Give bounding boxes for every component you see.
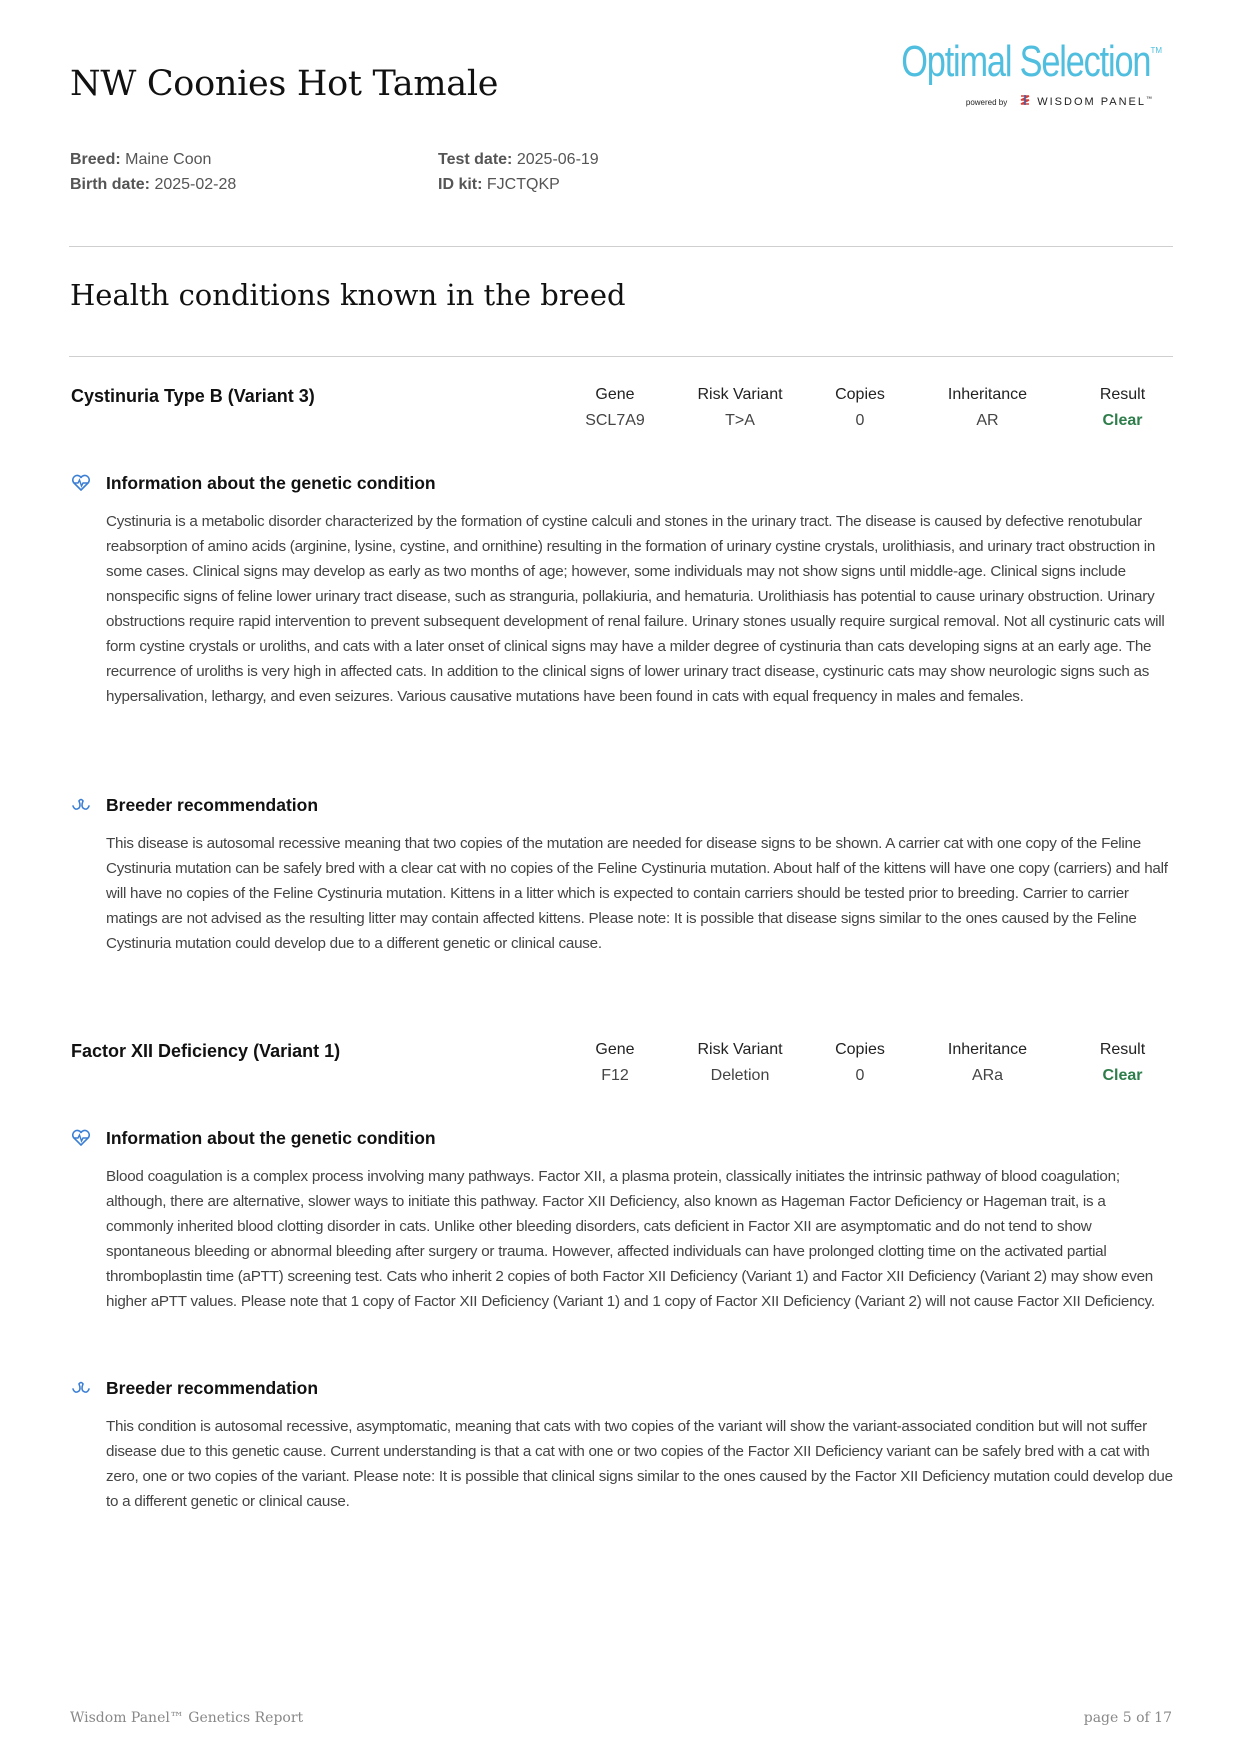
breeder-recommendation-text: This condition is autosomal recessive, asymptomatic, meaning that cats with two copies of the variant will show the variant-associated condition but will not suffer disease due to this genetic cause. Current understanding is that a cat with one or two copies of the Factor XII Deficiency variant can be safely bred with a cat with zero, one or two copies of the variant. Please note: It is possible that clinical signs similar to the ones caused by the Factor XII Deficiency mutation could develop due to a different genetic or clinical cause. (106, 1418, 1173, 1510)
col-header-result: Result (1099, 386, 1146, 403)
wisdom-panel-mark-icon (1019, 93, 1031, 111)
id-kit-label: ID kit: (438, 176, 483, 193)
meta-right (438, 147, 599, 197)
paw-link-icon (70, 794, 92, 816)
info-heading-label: Information about the genetic condition (106, 1127, 436, 1148)
gene-value: SCL7A9 (585, 412, 645, 429)
condition-result-table (560, 386, 1180, 430)
heart-pulse-icon (70, 472, 92, 494)
breeder-heading-label: Breeder recommendation (106, 794, 319, 815)
logo-brand-text: WISDOM PANEL (1037, 96, 1146, 108)
birth-date-value: 2025-02-28 (154, 176, 237, 193)
id-kit-row (438, 172, 599, 197)
logo-subline (966, 93, 1154, 111)
col-header-inheritance: Inheritance (947, 1041, 1028, 1058)
birth-date-label: Birth date: (70, 176, 150, 193)
condition-info-text: Blood coagulation is a complex process involving many pathways. Factor XII, a plasma protein, classically initiates the intrinsic pathway of blood coagulation; although, there are alternative, slower ways to initiate this pathway. Factor XII Deficiency, also known as Hageman Factor Deficiency or Hageman trait, is a commonly inherited blood clotting disorder in cats. Unlike other bleeding disorders, cats deficient in Factor XII are asymptomatic and do not tend to show spontaneous bleeding or abnormal bleeding after surgery or trauma. However, affected individuals can have prolonged clotting time on the activated partial thromboplastin time (aPTT) screening test. Cats who inherit 2 copies of both Factor XII Deficiency (Variant 1) and Factor XII Deficiency (Variant 2) may show even higher aPTT values. Please note that 1 copy of Factor XII Deficiency (Variant 1) and 1 copy of Factor XII Deficiency (Variant 2) will not cause Factor XII Deficiency. (106, 1168, 1155, 1310)
footer-page-number: page 5 of 17 (1083, 1710, 1172, 1726)
gene-value: F12 (601, 1067, 629, 1084)
condition-info-text: Cystinuria is a metabolic disorder characterized by the formation of cystine calculi and stones in the urinary tract. The disease is caused by defective renotubular reabsorption of amino acids (arginine, lysine, cystine, and ornithine) resulting in the formation of urinary cystine crystals, urolithiasis, and urinary tract obstruction in some cases. Clinical signs may develop as early as two months of age; however, some individuals may not show signs until middle-age. Clinical signs include nonspecific signs of feline lower urinary tract disease, such as stranguria, pollakiuria, and hematuria. Urolithiasis has potential to cause urinary obstruction. Urinary obstructions require rapid intervention to prevent subsequent development of renal failure. Urinary stones usually require surgical removal. Not all cystinuric cats will form cystine crystals or uroliths, and cats with a later onset of clinical signs may have a milder degree of cystinuria than cats developing signs at an early age. The recurrence of uroliths is very high in affected cats. In addition to the clinical signs of lower urinary tract disease, cystinuric cats may show neurologic signs such as hypersalivation, lethargy, and even seizures. Various causative mutations have been found in cats with equal frequency in males and females. (106, 513, 1165, 705)
col-header-inheritance: Inheritance (947, 386, 1028, 403)
col-header-gene: Gene (595, 1041, 635, 1058)
breed-row (70, 147, 236, 172)
breeder-heading (70, 1377, 318, 1399)
result-value: Clear (1102, 1067, 1143, 1084)
divider (69, 356, 1173, 357)
logo-main-text: Optimal Selection (900, 37, 1150, 86)
breed-label: Breed: (70, 151, 121, 168)
divider (69, 246, 1173, 247)
condition-result-table (560, 1041, 1180, 1085)
breeder-heading (70, 794, 318, 816)
breed-value: Maine Coon (125, 151, 212, 168)
col-header-gene: Gene (595, 386, 635, 403)
info-heading-label: Information about the genetic condition (106, 472, 436, 493)
birth-date-row (70, 172, 236, 197)
copies-value: 0 (855, 1067, 865, 1084)
col-header-risk-variant: Risk Variant (697, 1041, 783, 1058)
col-header-copies: Copies (835, 1041, 885, 1058)
optimal-selection-logo (898, 38, 1168, 110)
result-value: Clear (1102, 412, 1143, 429)
test-date-value: 2025-06-19 (516, 151, 599, 168)
id-kit-value: FJCTQKP (486, 176, 560, 193)
footer-report-name: Wisdom Panel™ Genetics Report (70, 1710, 304, 1726)
inheritance-value: ARa (971, 1067, 1004, 1084)
paw-link-icon (70, 1377, 92, 1399)
copies-value: 0 (855, 412, 865, 429)
test-date-row (438, 147, 599, 172)
breeder-recommendation-text: This disease is autosomal recessive meaning that two copies of the mutation are needed for disease signs to be shown. A carrier cat with one copy of the Feline Cystinuria mutation can be safely bred with a clear cat with no copies of the Feline Cystinuria mutation. About half of the kittens will have one copy (carriers) and half will have no copies of the Feline Cystinuria mutation. Kittens in a litter which is expected to contain carriers should be tested prior to breeding. Carrier to carrier matings are not advised as the resulting litter may contain affected kittens. Please note: It is possible that disease signs similar to the ones caused by the Feline Cystinuria mutation could develop due to a different genetic or clinical cause. (106, 835, 1168, 952)
logo-powered-by: powered by (965, 97, 1008, 107)
info-heading (70, 472, 436, 494)
section-title: Health conditions known in the breed (70, 278, 626, 312)
breeder-heading-label: Breeder recommendation (106, 1377, 319, 1398)
heart-pulse-icon (70, 1127, 92, 1149)
col-header-risk-variant: Risk Variant (697, 386, 783, 403)
risk-variant-value: Deletion (710, 1067, 770, 1084)
inheritance-value: AR (976, 412, 999, 429)
logo-brand (1037, 96, 1154, 108)
cat-name-title: NW Coonies Hot Tamale (70, 64, 499, 104)
test-date-label: Test date: (438, 151, 513, 168)
risk-variant-value: T>A (725, 412, 755, 429)
col-header-copies: Copies (835, 386, 885, 403)
condition-name: Factor XII Deficiency (Variant 1) (71, 1041, 341, 1061)
col-header-result: Result (1099, 1041, 1146, 1058)
logo-tm: TM (1150, 46, 1162, 55)
info-heading (70, 1127, 436, 1149)
logo-brand-tm: ™ (1146, 96, 1154, 103)
condition-name: Cystinuria Type B (Variant 3) (71, 386, 315, 406)
meta-left (70, 147, 236, 197)
